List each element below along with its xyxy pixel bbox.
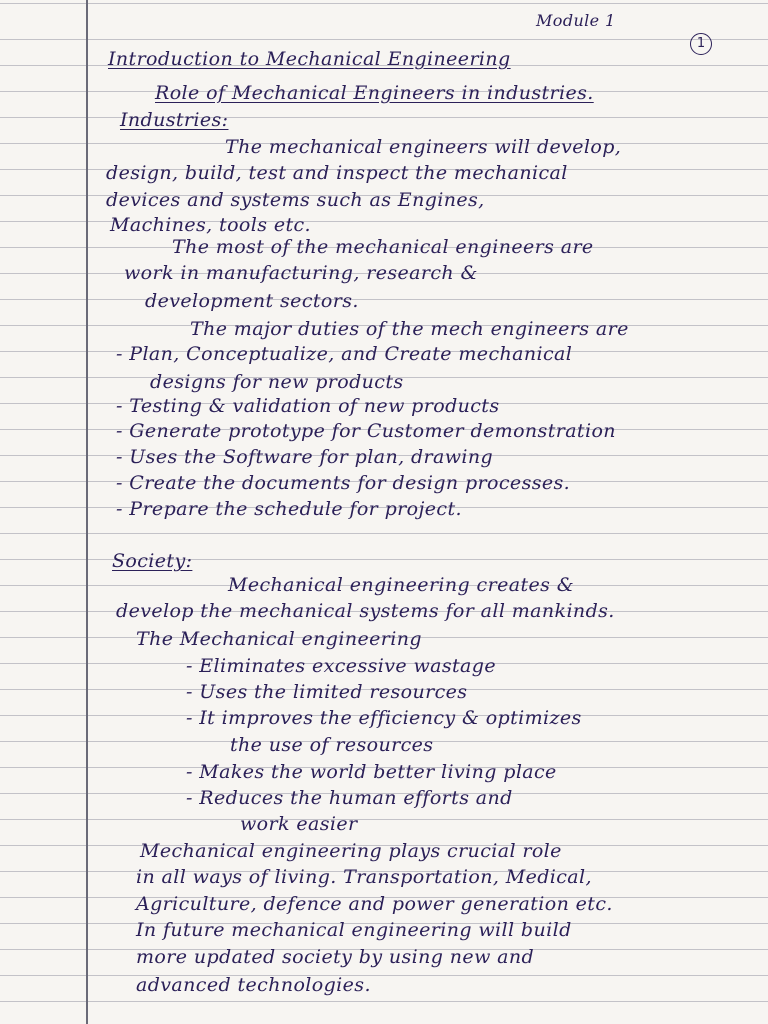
page-number: 1 — [690, 33, 712, 55]
text-line: more updated society by using new and — [136, 946, 535, 968]
text-line: The major duties of the mech engineers are — [190, 318, 629, 340]
society-heading: Society: — [112, 550, 193, 572]
list-item: - Testing & validation of new products — [116, 395, 500, 417]
text-line: design, build, test and inspect the mechanical — [106, 162, 568, 184]
list-item: - Eliminates excessive wastage — [186, 655, 496, 677]
text-line: The most of the mechanical engineers are — [172, 236, 594, 258]
page-title: Introduction to Mechanical Engineering — [108, 48, 511, 70]
text-line: work in manufacturing, research & — [124, 262, 478, 284]
module-label: Module 1 — [536, 11, 616, 30]
list-item-continuation: designs for new products — [150, 371, 404, 393]
list-item-continuation: the use of resources — [230, 734, 434, 756]
list-item: - It improves the efficiency & optimizes — [186, 707, 582, 729]
list-item: - Reduces the human efforts and — [186, 787, 513, 809]
text-line: In future mechanical engineering will build — [136, 919, 572, 941]
text-line: Mechanical engineering plays crucial role — [140, 840, 562, 862]
text-line: Mechanical engineering creates & — [228, 574, 575, 596]
list-item: - Create the documents for design processes. — [116, 472, 571, 494]
list-item: - Uses the limited resources — [186, 681, 468, 703]
list-item: - Uses the Software for plan, drawing — [116, 446, 494, 468]
text-line: develop the mechanical systems for all mankinds. — [116, 600, 615, 622]
margin-line — [86, 0, 88, 1024]
text-line: devices and systems such as Engines, — [106, 189, 485, 211]
text-line: Agriculture, defence and power generation etc. — [136, 893, 613, 915]
list-item: - Generate prototype for Customer demonstration — [116, 420, 616, 442]
section-subtitle: Role of Mechanical Engineers in industries. — [155, 82, 594, 104]
text-line: advanced technologies. — [136, 974, 371, 996]
list-item: - Makes the world better living place — [186, 761, 557, 783]
list-item-continuation: work easier — [240, 813, 358, 835]
text-line: The mechanical engineers will develop, — [225, 136, 622, 158]
text-line: development sectors. — [145, 290, 359, 312]
text-line: The Mechanical engineering — [136, 628, 422, 650]
list-item: - Prepare the schedule for project. — [116, 498, 462, 520]
industries-heading: Industries: — [120, 109, 229, 131]
list-item: - Plan, Conceptualize, and Create mechanical — [116, 343, 573, 365]
text-line: Machines, tools etc. — [110, 214, 311, 236]
text-line: in all ways of living. Transportation, Medical, — [136, 866, 592, 888]
